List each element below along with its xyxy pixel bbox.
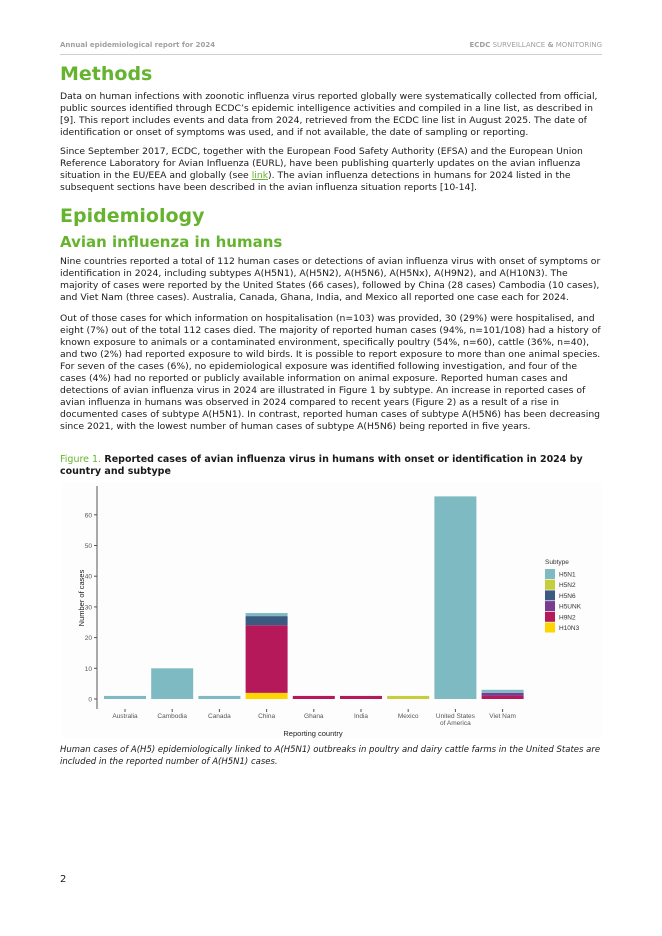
figure-note: Human cases of A(H5) epidemiologically linked to A(H5N1) outbreaks in poultry and dairy cattle farms in the United States are included in the reported number of A(H5N1) cases. xyxy=(60,745,601,767)
x-tick-label: United States xyxy=(435,713,475,720)
bar-h5n1 xyxy=(434,496,476,699)
x-tick-label: Ghana xyxy=(304,713,324,720)
epidemiology-paragraph-2: Out of those cases for which information on hospitalisation (n=103) was provided, 30 (29%) were hospitalised, and eight (7%) out of the total 112 cases died. The majority of reported human cases (94%, n=101/108) had a history of known exposure to animals or a contaminated environment, specifically poultry (54%, n=60), cattle (36%, n=40), and two (2%) had reported exposure to wild birds. It is possible to report exposure to more than one animal species. For seven of the cases (6%), no epidemiological exposure was identified following investigation, and four of the cases (4%) had no reported or publicly available information on animal exposure. Reported human cases and detections of avian influenza virus in 2024 are illustrated in Figure 1 by subtype. An increase in reported cases of avian influenza in humans was observed in 2024 compared to recent years (Figure 2) as a result of a rise in documented cases of subtype A(H5N1). In contrast, reported human cases of subtype A(H5N6) has been decreasing since 2021, with the lowest number of human cases of subtype A(H5N6) being reported in five years. xyxy=(60,313,601,432)
legend-swatch-h5n6 xyxy=(545,590,555,600)
x-axis-label: Reporting country xyxy=(283,729,343,738)
x-tick-label: of America xyxy=(440,720,471,727)
bar-h5n1 xyxy=(482,690,524,693)
y-tick-label: 10 xyxy=(84,665,92,673)
legend-swatch-h9n2 xyxy=(545,612,555,622)
epidemiology-paragraph-1: Nine countries reported a total of 112 human cases or detections of avian influenza virus with onset of symptoms or identification in 2024, including subtypes A(H5N1), A(H5N2), A(H5N6), A(H5Nx), A(H9N2), and A(H10N3). The majority of cases were reported by the United States (66 cases), followed by China (28 cases) Cambodia (10 cases), and Viet Nam (three cases). Australia, Canada, Ghana, India, and Mexico all reported one case each for 2024. xyxy=(60,256,601,303)
legend-label: H5N1 xyxy=(559,571,576,579)
y-tick-label: 60 xyxy=(84,512,92,520)
legend-title: Subtype xyxy=(545,559,569,566)
y-tick-label: 50 xyxy=(84,543,92,550)
legend-label: H5UNK xyxy=(559,603,582,611)
bar-h10n3 xyxy=(246,693,288,699)
legend-label: H5N6 xyxy=(559,592,576,600)
bar-h5n6 xyxy=(246,616,288,625)
bar-h9n2 xyxy=(246,625,288,693)
page-number: 2 xyxy=(60,874,67,885)
bar-h5n1 xyxy=(151,668,193,699)
legend-label: H5N2 xyxy=(559,582,576,590)
legend-swatch-h5unk xyxy=(545,601,555,611)
methods-paragraph-2: Since September 2017, ECDC, together with the European Food Safety Authority (EFSA) and the European Union Reference Laboratory for Avian Influenza (EURL), have been publishing quarterly updates on the avian influenza situation in the EU/EEA and globally (see link). The avian influenza detections in humans for 2024 listed in the subsequent sections have been described in the avian influenza situation reports [10-14]. xyxy=(60,146,583,193)
legend-label: H10N3 xyxy=(559,625,580,632)
legend-label: H9N2 xyxy=(559,614,576,622)
bar-h5unk xyxy=(482,693,524,696)
x-tick-label: China xyxy=(258,713,276,720)
bar-h9n2 xyxy=(293,696,335,699)
x-tick-label: India xyxy=(353,713,369,720)
methods-paragraph-1: Data on human infections with zoonotic influenza virus reported globally were systematically collected from official, public sources identified through ECDC’s epidemic intelligence activities and compiled in a line list, as described in [9]. This report includes events and data from 2024, retrieved from the ECDC line list in August 2025. The date of identification or onset of symptoms was used, and if not available, the date of sampling or reporting. xyxy=(60,91,598,138)
bar-h5n2 xyxy=(387,696,429,699)
bar-h5n1 xyxy=(198,696,240,699)
bar-h9n2 xyxy=(340,696,382,699)
legend-swatch-h5n2 xyxy=(545,580,555,590)
x-tick-label: Canada xyxy=(208,713,231,720)
bar-h5n1 xyxy=(246,613,288,616)
y-tick-label: 30 xyxy=(84,604,92,612)
y-tick-label: 20 xyxy=(84,635,92,643)
situation-report-link[interactable]: link xyxy=(251,170,269,181)
header-right: ECDC SURVEILLANCE & MONITORING xyxy=(469,41,602,49)
x-tick-label: Viet Nam xyxy=(489,713,516,720)
y-axis-label: Number of cases xyxy=(77,569,86,627)
figure-caption: Figure 1. Reported cases of avian influenza virus in humans with onset or identification in 2024 by country and subtype xyxy=(60,454,583,477)
x-tick-label: Mexico xyxy=(397,713,419,720)
legend-swatch-h5n1 xyxy=(545,569,555,579)
epidemiology-heading: Epidemiology xyxy=(60,205,205,227)
header-left: Annual epidemiological report for 2024 xyxy=(60,41,216,49)
avian-influenza-heading: Avian influenza in humans xyxy=(60,233,283,251)
bar-h5n1 xyxy=(104,696,146,699)
chart-background xyxy=(62,482,602,738)
legend-swatch-h10n3 xyxy=(545,623,555,633)
methods-heading: Methods xyxy=(60,63,153,85)
y-tick-label: 40 xyxy=(84,573,92,581)
x-tick-label: Cambodia xyxy=(157,713,188,720)
y-tick-label: 0 xyxy=(88,696,92,704)
x-tick-label: Australia xyxy=(112,713,138,720)
bar-h9n2 xyxy=(482,696,524,699)
